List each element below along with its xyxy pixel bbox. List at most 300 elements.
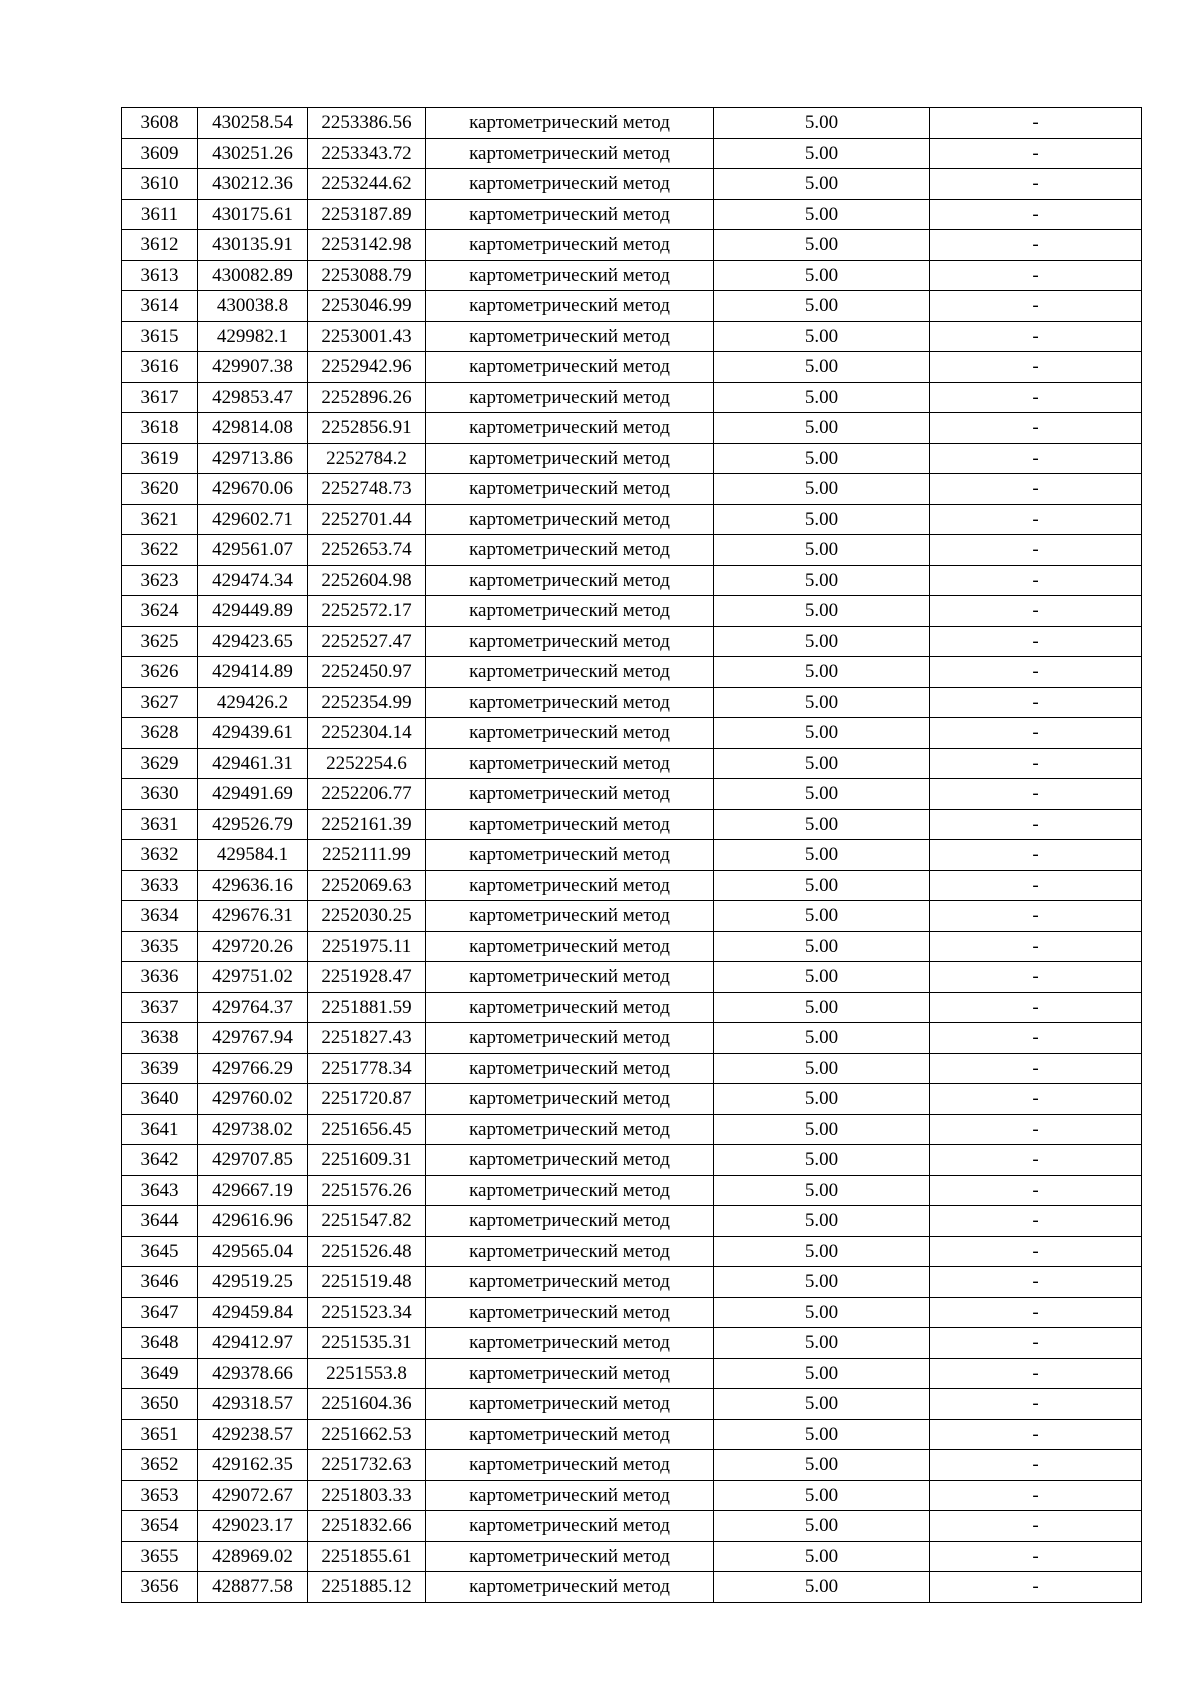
table-row xyxy=(122,1297,1142,1328)
table-row xyxy=(122,535,1142,566)
table-row xyxy=(122,504,1142,535)
point-number-cell: 3624 xyxy=(122,596,198,627)
method-cell: картометрический метод xyxy=(426,1236,714,1267)
description-cell: - xyxy=(930,1541,1142,1572)
accuracy-cell: 5.00 xyxy=(714,1358,930,1389)
accuracy-cell: 5.00 xyxy=(714,718,930,749)
method-cell: картометрический метод xyxy=(426,108,714,139)
method-cell: картометрический метод xyxy=(426,382,714,413)
x-coordinate-cell: 430251.26 xyxy=(198,138,308,169)
description-cell: - xyxy=(930,1358,1142,1389)
point-number-cell: 3655 xyxy=(122,1541,198,1572)
x-coordinate-cell: 429676.31 xyxy=(198,901,308,932)
y-coordinate-cell: 2253088.79 xyxy=(308,260,426,291)
description-cell: - xyxy=(930,260,1142,291)
x-coordinate-cell: 429767.94 xyxy=(198,1023,308,1054)
method-cell: картометрический метод xyxy=(426,1572,714,1603)
description-cell: - xyxy=(930,1023,1142,1054)
point-number-cell: 3654 xyxy=(122,1511,198,1542)
description-cell: - xyxy=(930,1145,1142,1176)
method-cell: картометрический метод xyxy=(426,1267,714,1298)
y-coordinate-cell: 2253142.98 xyxy=(308,230,426,261)
table-row xyxy=(122,1419,1142,1450)
description-cell: - xyxy=(930,443,1142,474)
table-body xyxy=(122,108,1142,1603)
x-coordinate-cell: 429853.47 xyxy=(198,382,308,413)
method-cell: картометрический метод xyxy=(426,1419,714,1450)
table-row xyxy=(122,413,1142,444)
point-number-cell: 3626 xyxy=(122,657,198,688)
x-coordinate-cell: 429602.71 xyxy=(198,504,308,535)
description-cell: - xyxy=(930,108,1142,139)
description-cell: - xyxy=(930,870,1142,901)
x-coordinate-cell: 429461.31 xyxy=(198,748,308,779)
table-row xyxy=(122,474,1142,505)
description-cell: - xyxy=(930,1084,1142,1115)
accuracy-cell: 5.00 xyxy=(714,1450,930,1481)
method-cell: картометрический метод xyxy=(426,1053,714,1084)
point-number-cell: 3620 xyxy=(122,474,198,505)
description-cell: - xyxy=(930,565,1142,596)
point-number-cell: 3638 xyxy=(122,1023,198,1054)
y-coordinate-cell: 2251519.48 xyxy=(308,1267,426,1298)
point-number-cell: 3631 xyxy=(122,809,198,840)
accuracy-cell: 5.00 xyxy=(714,1541,930,1572)
description-cell: - xyxy=(930,1206,1142,1237)
method-cell: картометрический метод xyxy=(426,1450,714,1481)
accuracy-cell: 5.00 xyxy=(714,382,930,413)
description-cell: - xyxy=(930,474,1142,505)
method-cell: картометрический метод xyxy=(426,1023,714,1054)
x-coordinate-cell: 429412.97 xyxy=(198,1328,308,1359)
table-row xyxy=(122,108,1142,139)
point-number-cell: 3648 xyxy=(122,1328,198,1359)
accuracy-cell: 5.00 xyxy=(714,1175,930,1206)
x-coordinate-cell: 429449.89 xyxy=(198,596,308,627)
x-coordinate-cell: 429766.29 xyxy=(198,1053,308,1084)
description-cell: - xyxy=(930,779,1142,810)
method-cell: картометрический метод xyxy=(426,1175,714,1206)
method-cell: картометрический метод xyxy=(426,657,714,688)
method-cell: картометрический метод xyxy=(426,1541,714,1572)
accuracy-cell: 5.00 xyxy=(714,138,930,169)
accuracy-cell: 5.00 xyxy=(714,443,930,474)
table-row xyxy=(122,931,1142,962)
y-coordinate-cell: 2251803.33 xyxy=(308,1480,426,1511)
point-number-cell: 3636 xyxy=(122,962,198,993)
table-row xyxy=(122,321,1142,352)
table-row xyxy=(122,1236,1142,1267)
y-coordinate-cell: 2252856.91 xyxy=(308,413,426,444)
y-coordinate-cell: 2251609.31 xyxy=(308,1145,426,1176)
accuracy-cell: 5.00 xyxy=(714,565,930,596)
x-coordinate-cell: 429526.79 xyxy=(198,809,308,840)
x-coordinate-cell: 429667.19 xyxy=(198,1175,308,1206)
y-coordinate-cell: 2251928.47 xyxy=(308,962,426,993)
accuracy-cell: 5.00 xyxy=(714,1084,930,1115)
y-coordinate-cell: 2252206.77 xyxy=(308,779,426,810)
x-coordinate-cell: 429584.1 xyxy=(198,840,308,871)
table-row xyxy=(122,1114,1142,1145)
y-coordinate-cell: 2252748.73 xyxy=(308,474,426,505)
x-coordinate-cell: 428969.02 xyxy=(198,1541,308,1572)
accuracy-cell: 5.00 xyxy=(714,535,930,566)
y-coordinate-cell: 2252161.39 xyxy=(308,809,426,840)
accuracy-cell: 5.00 xyxy=(714,1572,930,1603)
point-number-cell: 3628 xyxy=(122,718,198,749)
method-cell: картометрический метод xyxy=(426,352,714,383)
method-cell: картометрический метод xyxy=(426,931,714,962)
x-coordinate-cell: 429751.02 xyxy=(198,962,308,993)
x-coordinate-cell: 429426.2 xyxy=(198,687,308,718)
description-cell: - xyxy=(930,931,1142,962)
x-coordinate-cell: 430258.54 xyxy=(198,108,308,139)
method-cell: картометрический метод xyxy=(426,1297,714,1328)
table-row xyxy=(122,352,1142,383)
point-number-cell: 3643 xyxy=(122,1175,198,1206)
method-cell: картометрический метод xyxy=(426,1480,714,1511)
accuracy-cell: 5.00 xyxy=(714,901,930,932)
x-coordinate-cell: 430212.36 xyxy=(198,169,308,200)
point-number-cell: 3608 xyxy=(122,108,198,139)
method-cell: картометрический метод xyxy=(426,1145,714,1176)
method-cell: картометрический метод xyxy=(426,809,714,840)
table-row xyxy=(122,1358,1142,1389)
accuracy-cell: 5.00 xyxy=(714,169,930,200)
y-coordinate-cell: 2252572.17 xyxy=(308,596,426,627)
x-coordinate-cell: 429764.37 xyxy=(198,992,308,1023)
table-row xyxy=(122,1328,1142,1359)
table-row xyxy=(122,687,1142,718)
x-coordinate-cell: 429459.84 xyxy=(198,1297,308,1328)
description-cell: - xyxy=(930,1114,1142,1145)
y-coordinate-cell: 2252111.99 xyxy=(308,840,426,871)
point-number-cell: 3625 xyxy=(122,626,198,657)
y-coordinate-cell: 2251832.66 xyxy=(308,1511,426,1542)
table-row xyxy=(122,260,1142,291)
x-coordinate-cell: 429907.38 xyxy=(198,352,308,383)
x-coordinate-cell: 430082.89 xyxy=(198,260,308,291)
y-coordinate-cell: 2251656.45 xyxy=(308,1114,426,1145)
description-cell: - xyxy=(930,718,1142,749)
description-cell: - xyxy=(930,1328,1142,1359)
point-number-cell: 3615 xyxy=(122,321,198,352)
table-row xyxy=(122,1389,1142,1420)
y-coordinate-cell: 2252069.63 xyxy=(308,870,426,901)
y-coordinate-cell: 2251535.31 xyxy=(308,1328,426,1359)
description-cell: - xyxy=(930,962,1142,993)
point-number-cell: 3644 xyxy=(122,1206,198,1237)
x-coordinate-cell: 430135.91 xyxy=(198,230,308,261)
description-cell: - xyxy=(930,169,1142,200)
accuracy-cell: 5.00 xyxy=(714,1297,930,1328)
accuracy-cell: 5.00 xyxy=(714,931,930,962)
description-cell: - xyxy=(930,1511,1142,1542)
x-coordinate-cell: 429760.02 xyxy=(198,1084,308,1115)
table-row xyxy=(122,1572,1142,1603)
point-number-cell: 3609 xyxy=(122,138,198,169)
x-coordinate-cell: 430038.8 xyxy=(198,291,308,322)
description-cell: - xyxy=(930,1450,1142,1481)
y-coordinate-cell: 2253244.62 xyxy=(308,169,426,200)
description-cell: - xyxy=(930,687,1142,718)
x-coordinate-cell: 429414.89 xyxy=(198,657,308,688)
y-coordinate-cell: 2251523.34 xyxy=(308,1297,426,1328)
description-cell: - xyxy=(930,626,1142,657)
description-cell: - xyxy=(930,413,1142,444)
y-coordinate-cell: 2252254.6 xyxy=(308,748,426,779)
accuracy-cell: 5.00 xyxy=(714,1511,930,1542)
y-coordinate-cell: 2251553.8 xyxy=(308,1358,426,1389)
table-row xyxy=(122,382,1142,413)
point-number-cell: 3623 xyxy=(122,565,198,596)
table-row xyxy=(122,199,1142,230)
x-coordinate-cell: 429707.85 xyxy=(198,1145,308,1176)
y-coordinate-cell: 2251855.61 xyxy=(308,1541,426,1572)
accuracy-cell: 5.00 xyxy=(714,199,930,230)
method-cell: картометрический метод xyxy=(426,169,714,200)
description-cell: - xyxy=(930,1175,1142,1206)
method-cell: картометрический метод xyxy=(426,1084,714,1115)
x-coordinate-cell: 429738.02 xyxy=(198,1114,308,1145)
accuracy-cell: 5.00 xyxy=(714,230,930,261)
point-number-cell: 3627 xyxy=(122,687,198,718)
y-coordinate-cell: 2253046.99 xyxy=(308,291,426,322)
x-coordinate-cell: 429616.96 xyxy=(198,1206,308,1237)
point-number-cell: 3646 xyxy=(122,1267,198,1298)
description-cell: - xyxy=(930,840,1142,871)
description-cell: - xyxy=(930,382,1142,413)
table-row xyxy=(122,169,1142,200)
y-coordinate-cell: 2252450.97 xyxy=(308,657,426,688)
method-cell: картометрический метод xyxy=(426,626,714,657)
point-number-cell: 3640 xyxy=(122,1084,198,1115)
method-cell: картометрический метод xyxy=(426,901,714,932)
table-row xyxy=(122,779,1142,810)
point-number-cell: 3650 xyxy=(122,1389,198,1420)
y-coordinate-cell: 2251604.36 xyxy=(308,1389,426,1420)
accuracy-cell: 5.00 xyxy=(714,596,930,627)
table-row xyxy=(122,1084,1142,1115)
x-coordinate-cell: 429565.04 xyxy=(198,1236,308,1267)
point-number-cell: 3617 xyxy=(122,382,198,413)
y-coordinate-cell: 2252653.74 xyxy=(308,535,426,566)
x-coordinate-cell: 429238.57 xyxy=(198,1419,308,1450)
x-coordinate-cell: 429491.69 xyxy=(198,779,308,810)
accuracy-cell: 5.00 xyxy=(714,1023,930,1054)
accuracy-cell: 5.00 xyxy=(714,748,930,779)
description-cell: - xyxy=(930,321,1142,352)
y-coordinate-cell: 2252896.26 xyxy=(308,382,426,413)
accuracy-cell: 5.00 xyxy=(714,321,930,352)
coordinates-table xyxy=(121,107,1142,1603)
method-cell: картометрический метод xyxy=(426,535,714,566)
table-row xyxy=(122,1145,1142,1176)
method-cell: картометрический метод xyxy=(426,260,714,291)
point-number-cell: 3637 xyxy=(122,992,198,1023)
accuracy-cell: 5.00 xyxy=(714,413,930,444)
point-number-cell: 3610 xyxy=(122,169,198,200)
x-coordinate-cell: 429720.26 xyxy=(198,931,308,962)
y-coordinate-cell: 2251662.53 xyxy=(308,1419,426,1450)
point-number-cell: 3612 xyxy=(122,230,198,261)
x-coordinate-cell: 429636.16 xyxy=(198,870,308,901)
x-coordinate-cell: 429318.57 xyxy=(198,1389,308,1420)
table-row xyxy=(122,443,1142,474)
accuracy-cell: 5.00 xyxy=(714,1480,930,1511)
y-coordinate-cell: 2251827.43 xyxy=(308,1023,426,1054)
x-coordinate-cell: 429474.34 xyxy=(198,565,308,596)
method-cell: картометрический метод xyxy=(426,474,714,505)
table-row xyxy=(122,1175,1142,1206)
y-coordinate-cell: 2252604.98 xyxy=(308,565,426,596)
point-number-cell: 3647 xyxy=(122,1297,198,1328)
method-cell: картометрический метод xyxy=(426,596,714,627)
y-coordinate-cell: 2251881.59 xyxy=(308,992,426,1023)
table-row xyxy=(122,1480,1142,1511)
accuracy-cell: 5.00 xyxy=(714,870,930,901)
method-cell: картометрический метод xyxy=(426,291,714,322)
y-coordinate-cell: 2253001.43 xyxy=(308,321,426,352)
x-coordinate-cell: 429561.07 xyxy=(198,535,308,566)
method-cell: картометрический метод xyxy=(426,504,714,535)
description-cell: - xyxy=(930,352,1142,383)
method-cell: картометрический метод xyxy=(426,779,714,810)
x-coordinate-cell: 429670.06 xyxy=(198,474,308,505)
description-cell: - xyxy=(930,657,1142,688)
y-coordinate-cell: 2252527.47 xyxy=(308,626,426,657)
description-cell: - xyxy=(930,504,1142,535)
y-coordinate-cell: 2252354.99 xyxy=(308,687,426,718)
accuracy-cell: 5.00 xyxy=(714,809,930,840)
method-cell: картометрический метод xyxy=(426,748,714,779)
table-row xyxy=(122,809,1142,840)
y-coordinate-cell: 2251732.63 xyxy=(308,1450,426,1481)
x-coordinate-cell: 429162.35 xyxy=(198,1450,308,1481)
accuracy-cell: 5.00 xyxy=(714,260,930,291)
point-number-cell: 3653 xyxy=(122,1480,198,1511)
y-coordinate-cell: 2251576.26 xyxy=(308,1175,426,1206)
x-coordinate-cell: 429023.17 xyxy=(198,1511,308,1542)
point-number-cell: 3649 xyxy=(122,1358,198,1389)
method-cell: картометрический метод xyxy=(426,199,714,230)
accuracy-cell: 5.00 xyxy=(714,1236,930,1267)
description-cell: - xyxy=(930,1389,1142,1420)
method-cell: картометрический метод xyxy=(426,687,714,718)
x-coordinate-cell: 429814.08 xyxy=(198,413,308,444)
table-row xyxy=(122,1541,1142,1572)
description-cell: - xyxy=(930,748,1142,779)
x-coordinate-cell: 428877.58 xyxy=(198,1572,308,1603)
method-cell: картометрический метод xyxy=(426,565,714,596)
accuracy-cell: 5.00 xyxy=(714,1053,930,1084)
accuracy-cell: 5.00 xyxy=(714,1267,930,1298)
method-cell: картометрический метод xyxy=(426,1206,714,1237)
accuracy-cell: 5.00 xyxy=(714,474,930,505)
table-row xyxy=(122,962,1142,993)
x-coordinate-cell: 429519.25 xyxy=(198,1267,308,1298)
accuracy-cell: 5.00 xyxy=(714,291,930,322)
x-coordinate-cell: 429378.66 xyxy=(198,1358,308,1389)
y-coordinate-cell: 2252030.25 xyxy=(308,901,426,932)
table-row xyxy=(122,1511,1142,1542)
description-cell: - xyxy=(930,1236,1142,1267)
point-number-cell: 3656 xyxy=(122,1572,198,1603)
table-row xyxy=(122,1053,1142,1084)
method-cell: картометрический метод xyxy=(426,1328,714,1359)
table-row xyxy=(122,1267,1142,1298)
point-number-cell: 3642 xyxy=(122,1145,198,1176)
description-cell: - xyxy=(930,1572,1142,1603)
accuracy-cell: 5.00 xyxy=(714,657,930,688)
table-row xyxy=(122,870,1142,901)
y-coordinate-cell: 2252701.44 xyxy=(308,504,426,535)
table-row xyxy=(122,1023,1142,1054)
method-cell: картометрический метод xyxy=(426,992,714,1023)
y-coordinate-cell: 2251778.34 xyxy=(308,1053,426,1084)
accuracy-cell: 5.00 xyxy=(714,992,930,1023)
accuracy-cell: 5.00 xyxy=(714,687,930,718)
point-number-cell: 3618 xyxy=(122,413,198,444)
y-coordinate-cell: 2252784.2 xyxy=(308,443,426,474)
x-coordinate-cell: 430175.61 xyxy=(198,199,308,230)
point-number-cell: 3619 xyxy=(122,443,198,474)
description-cell: - xyxy=(930,1053,1142,1084)
x-coordinate-cell: 429423.65 xyxy=(198,626,308,657)
table-row xyxy=(122,626,1142,657)
accuracy-cell: 5.00 xyxy=(714,352,930,383)
point-number-cell: 3632 xyxy=(122,840,198,871)
method-cell: картометрический метод xyxy=(426,230,714,261)
description-cell: - xyxy=(930,1297,1142,1328)
x-coordinate-cell: 429713.86 xyxy=(198,443,308,474)
point-number-cell: 3639 xyxy=(122,1053,198,1084)
accuracy-cell: 5.00 xyxy=(714,1389,930,1420)
table-row xyxy=(122,748,1142,779)
accuracy-cell: 5.00 xyxy=(714,779,930,810)
point-number-cell: 3622 xyxy=(122,535,198,566)
table-row xyxy=(122,657,1142,688)
point-number-cell: 3629 xyxy=(122,748,198,779)
point-number-cell: 3616 xyxy=(122,352,198,383)
table-row xyxy=(122,1206,1142,1237)
description-cell: - xyxy=(930,1267,1142,1298)
method-cell: картометрический метод xyxy=(426,840,714,871)
y-coordinate-cell: 2251885.12 xyxy=(308,1572,426,1603)
point-number-cell: 3641 xyxy=(122,1114,198,1145)
description-cell: - xyxy=(930,230,1142,261)
method-cell: картометрический метод xyxy=(426,1389,714,1420)
y-coordinate-cell: 2253187.89 xyxy=(308,199,426,230)
method-cell: картометрический метод xyxy=(426,1114,714,1145)
method-cell: картометрический метод xyxy=(426,1358,714,1389)
accuracy-cell: 5.00 xyxy=(714,1145,930,1176)
point-number-cell: 3651 xyxy=(122,1419,198,1450)
accuracy-cell: 5.00 xyxy=(714,1419,930,1450)
y-coordinate-cell: 2253386.56 xyxy=(308,108,426,139)
x-coordinate-cell: 429072.67 xyxy=(198,1480,308,1511)
method-cell: картометрический метод xyxy=(426,962,714,993)
method-cell: картометрический метод xyxy=(426,321,714,352)
y-coordinate-cell: 2251975.11 xyxy=(308,931,426,962)
x-coordinate-cell: 429982.1 xyxy=(198,321,308,352)
y-coordinate-cell: 2253343.72 xyxy=(308,138,426,169)
method-cell: картометрический метод xyxy=(426,870,714,901)
y-coordinate-cell: 2251526.48 xyxy=(308,1236,426,1267)
point-number-cell: 3614 xyxy=(122,291,198,322)
accuracy-cell: 5.00 xyxy=(714,962,930,993)
accuracy-cell: 5.00 xyxy=(714,1206,930,1237)
